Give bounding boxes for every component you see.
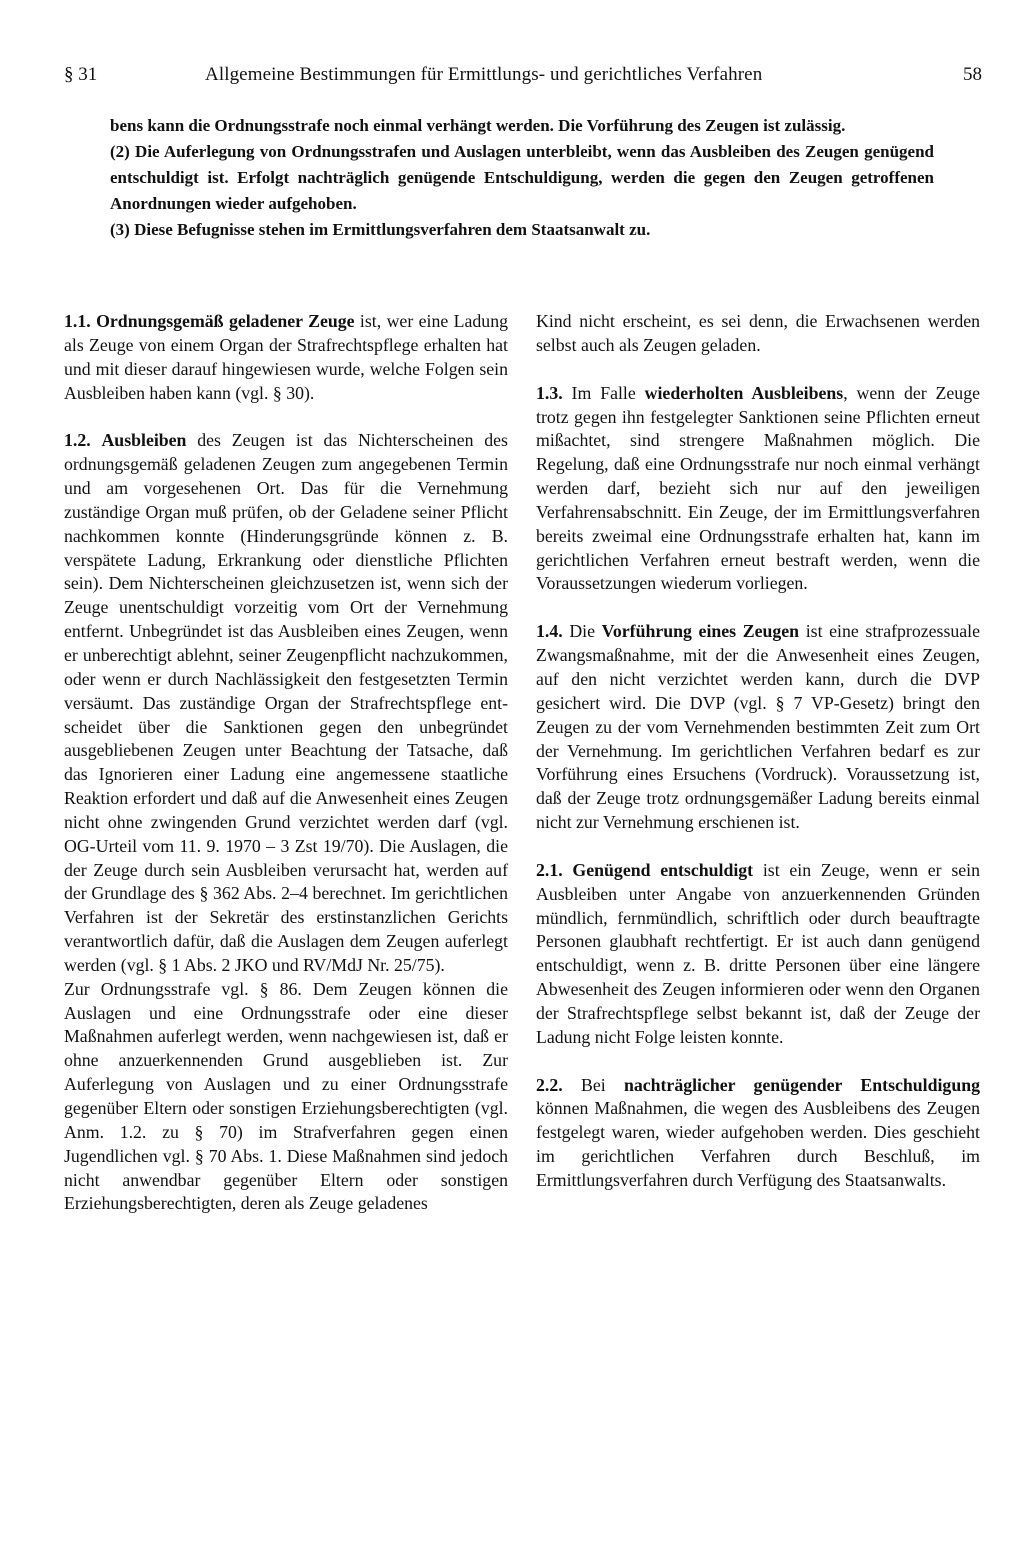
- annotation-2-1: [536, 859, 980, 1050]
- annotation-number: 1.1.: [64, 311, 91, 331]
- page-number: 58: [963, 64, 982, 85]
- annotation-number: 1.2.: [64, 430, 91, 451]
- section-number: § 31: [64, 64, 98, 85]
- statute-paragraph-continuation: bens kann die Ordnungsstrafe noch einmal verhängt werden. Die Vorführung des Zeugen ist zulässig.: [110, 116, 846, 135]
- annotation-term: Genügend entschuldigt: [572, 859, 754, 880]
- annotation-1-2-continuation: Zur Ordnungsstrafe vgl. § 86. Dem Zeugen können die Auslagen und eine Ordnungsstrafe oder eine dieser Maßnahmen auferlegt werden, wenn nachgewiesen ist, daß er ohne anzuerkennenden Grund ausgeblieben ist. Zur Auferlegung von Auslagen und zu einer Ordnungsstrafe gegenüber Eltern oder sonstigen Erziehungsberechtigten (vgl. Anm. 1.2. zu § 70) im Strafverfahren gegen einen Jugendlichen vgl. § 70 Abs. 1. Diese Maßnahmen sind jedoch nicht anwendbar gegenüber Eltern oder sonstigen Erziehungsberechtigten, deren als Zeuge geladenes: [64, 978, 508, 1214]
- annotation-number: 1.3.: [536, 382, 563, 403]
- annotation-number: 2.2.: [536, 1074, 563, 1095]
- running-header: [64, 60, 982, 90]
- annotation-term: wiederholten Ausbleibens: [644, 382, 844, 403]
- annotation-continuation: Kind nicht erscheint, es sei denn, die Erwachsenen werden selbst auch als Zeugen geladen.: [536, 311, 980, 355]
- annotation-lead-in: Im Falle: [562, 382, 645, 403]
- annotation-text: , wenn der Zeuge trotz gegen ihn festgelegter Sanktionen seine Pflichten erneut mißachtet, sind strengere Maßnahmen möglich. Die Regelung, daß eine Ordnungsstrafe nur noch einmal verhängt werden darf, bezieht sich nur auf den jeweiligen Verfahrensabschnitt. Ein Zeuge, der im Ermittlungsverfahren bereits zweimal eine Ordnungsstrafe erhalten hat, kann im gerichtlichen Verfahren erneut bestraft werden, wenn die Voraussetzungen wiederum vorliegen.: [536, 382, 980, 594]
- annotation-term: nachträglicher genügender Entschuldigung: [623, 1074, 980, 1095]
- annotation-lead-in: Die: [562, 621, 602, 642]
- statute-text: [110, 113, 934, 243]
- annotation-text: können Maßnahmen, die wegen des Ausbleibens des Zeugen festgelegt waren, wieder aufgehoben werden. Dies geschieht im gerichtlichen Verfahren durch Beschluß, im Ermittlungsverfahren durch Verfügung des Staatsanwalts.: [536, 1098, 980, 1190]
- annotation-term: Ausbleiben: [101, 430, 187, 451]
- annotation-number: 2.1.: [536, 859, 563, 880]
- statute-paragraph-3: (3) Diese Befugnisse stehen im Ermittlungsverfahren dem Staatsanwalt zu.: [110, 220, 651, 239]
- annotation-text: ist eine strafprozessuale Zwangsmaßnahme, mit der die Anwesenheit eines Zeugen, auf den nicht verzichtet werden kann, durch die DVP gesichert wird. Die DVP (vgl. § 7 VP-Gesetz) bringt den Zeugen zu der vom Vernehmenden bestimmten Zeit zum Ort der Vernehmung. Im gerichtlichen Verfahren bedarf es zur Vorführung eines Ersuchens (Vordruck). Voraussetzung ist, daß der Zeuge trotz ordnungsgemäßer Ladung bereits einmal nicht zur Vernehmung erschienen ist.: [536, 621, 980, 833]
- annotation-text: des Zeugen ist das Nichterscheinen des ordnungsgemäß geladenen Zeugen zum angegebenen Termin und am vorgesehenen Ort. Das für die Vernehmung zuständige Organ muß prüfen, ob der Geladene seiner Pflicht nachkommen konnte (Hinderungsgründe können z. B. verspätete Ladung, Erkrankung oder dienstliche Pflichten sein). Dem Nichterscheinen gleichzusetzen ist, wenn sich der Zeuge unentschuldigt vorzeitig vom Ort der Vernehmung entfernt. Unbegründet ist das Ausbleiben eines Zeugen, wenn er unberechtigt ablehnt, seiner Zeugenpflicht nachzukommen, oder wenn er durch Nachlässigkeit den festgesetzten Termin versäumt. Das zuständige Organ der Strafrechtspflege entscheidet über die Sanktionen gegen den unbegründet ausgebliebenen Zeugen unter Beachtung der Tatsache, daß das Ignorieren einer Ladung eine angemessene staatliche Reaktion erfordert und daß auf die Anwesenheit eines Zeugen nicht ohne zwingenden Grund verzichtet werden darf (vgl. OG-Urteil vom 11. 9. 1970 – 3 Zst 19/70). Die Auslagen, die der Zeuge durch sein Ausbleiben verursacht hat, werden auf der Grundlage des § 362 Abs. 2–4 berechnet. Im gerichtlichen Verfahren ist der Sekretär des erstinstanzlichen Gerichts verantwortlich dafür, daß die Auslagen dem Zeugen auferlegt werden (vgl. § 1 Abs. 2 JKO und RV/MdJ Nr. 25/75).: [64, 430, 508, 975]
- annotation-number: 1.4.: [536, 621, 563, 642]
- annotation-column-right: [536, 310, 980, 1193]
- annotation-term: Vorführung eines Zeugen: [601, 621, 800, 642]
- annotation-2-2: [536, 1074, 980, 1193]
- annotation-text: ist ein Zeuge, wenn er sein Ausbleiben unter Angabe von anzuerkennenden Gründen mündlich, fernmündlich, schriftlich oder durch beauftragte Personen glaubhaft rechtfertigt. Er ist auch dann genügend entschuldigt, wenn z. B. dritte Personen über eine längere Abwesenheit des Zeugen informieren oder wenn den Organen der Strafrechtspflege selbst bekannt ist, daß der Zeuge der Ladung nicht Folge leisten konnte.: [536, 859, 980, 1047]
- running-title: Allgemeine Bestimmungen für Ermittlungs- und gerichtliches Verfahren: [205, 64, 763, 85]
- annotation-term: Ordnungsgemäß geladener Zeuge: [96, 311, 355, 331]
- annotation-1-4: [536, 620, 980, 835]
- annotation-1-3: [536, 382, 980, 597]
- statute-paragraph-2: (2) Die Auferlegung von Ordnungsstrafen und Auslagen unterbleibt, wenn das Ausbleiben des Zeugen genügend entschuldigt ist. Erfolgt nachträglich genügende Entschuldigung, werden die gegen den Zeugen getroffenen Anordnungen wieder aufgehoben.: [110, 142, 934, 213]
- annotation-1-1: [64, 310, 508, 405]
- annotation-1-2: [64, 429, 508, 977]
- annotation-text: ist, wer eine Ladung als Zeuge von einem Organ der Strafrechtspflege erhalten hat und mit dieser darauf hingewiesen wurde, welche Folgen sein Ausbleiben haben kann (vgl. § 30).: [64, 311, 508, 403]
- annotation-lead-in: [563, 860, 573, 880]
- annotation-lead-in: Bei: [562, 1074, 624, 1095]
- annotation-column-left: [64, 310, 508, 1216]
